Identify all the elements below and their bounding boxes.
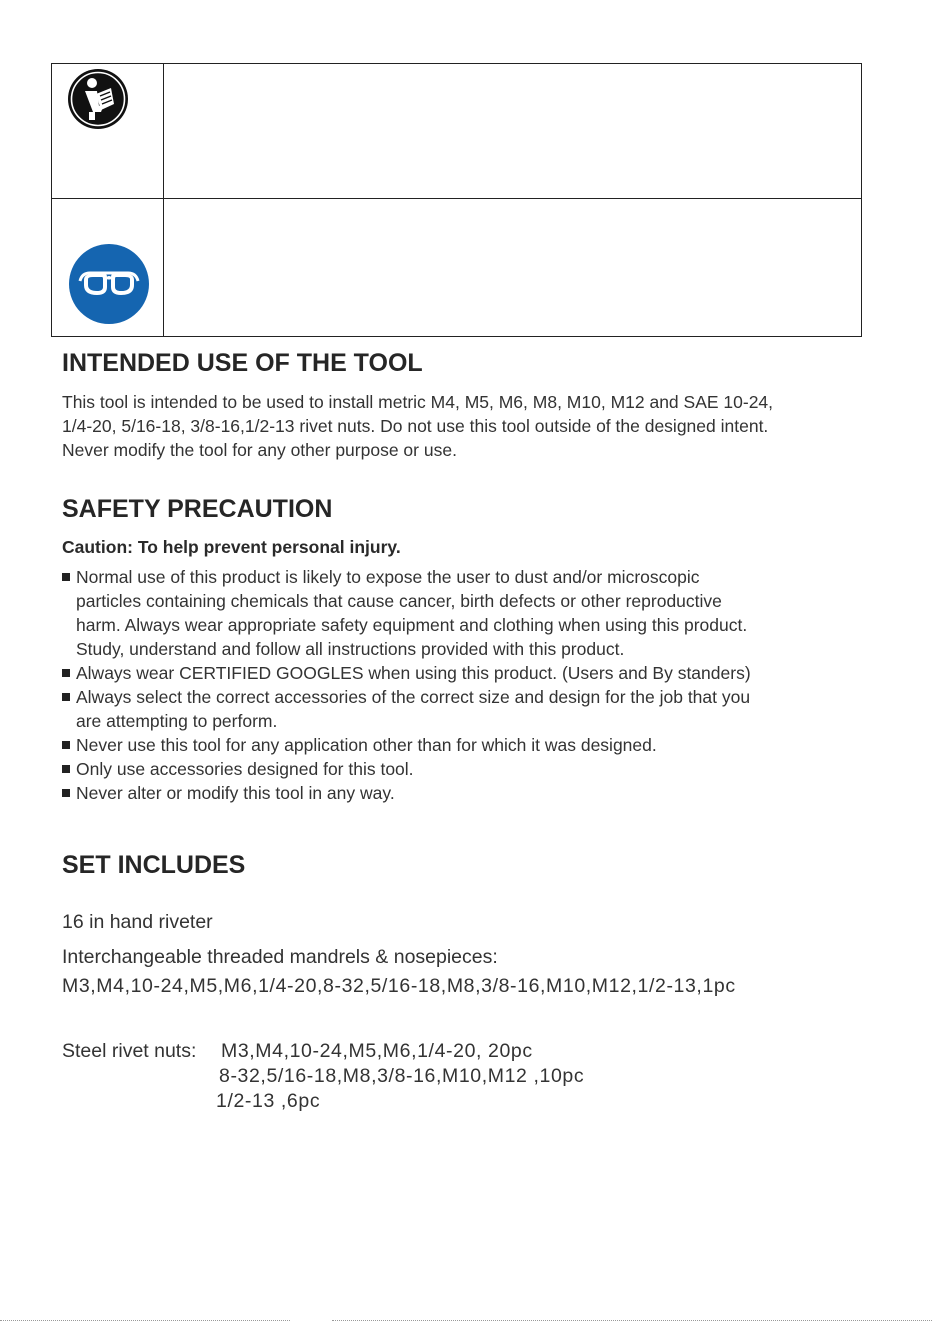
list-item — [62, 781, 862, 805]
list-item — [62, 733, 862, 757]
rivet-nuts-label: Steel rivet nuts: — [62, 1040, 197, 1062]
list-item — [62, 661, 862, 685]
bullet-line: are attempting to perform. — [76, 711, 278, 731]
symbol-divider — [163, 198, 164, 336]
list-item — [62, 757, 862, 781]
bullet-line: Never alter or modify this tool in any way. — [76, 783, 395, 803]
symbol-divider — [163, 64, 164, 198]
footer-divider — [0, 1320, 290, 1322]
set-includes-heading: SET INCLUDES — [62, 851, 246, 879]
riveter-item: 16 in hand riveter — [62, 911, 213, 933]
intended-use-line: 1/4-20, 5/16-18, 3/8-16,1/2-13 rivet nuts. Do not use this tool outside of the designed intent. — [62, 416, 769, 436]
bullet-line: Always select the correct accessories of the correct size and design for the job that you — [76, 687, 751, 707]
mandrels-list: M3,M4,10-24,M5,M6,1/4-20,8-32,5/16-18,M8,3/8-16,M10,M12,1/2-13,1pc — [62, 975, 736, 997]
intended-use-line: Never modify the tool for any other purpose or use. — [62, 440, 457, 460]
bullet-line: harm. Always wear appropriate safety equipment and clothing when using this product. — [76, 615, 748, 635]
bullet-line: Only use accessories designed for this tool. — [76, 759, 414, 779]
bullet-line: Always wear CERTIFIED GOOGLES when using this product. (Users and By standers) — [76, 663, 751, 683]
bullet-line: Normal use of this product is likely to expose the user to dust and/or microscopic — [76, 567, 700, 587]
list-item — [62, 685, 862, 733]
bullet-line: Never use this tool for any application other than for which it was designed. — [76, 735, 657, 755]
bullet-line: Study, understand and follow all instructions provided with this product. — [76, 639, 625, 659]
intended-use-heading: INTENDED USE OF THE TOOL — [62, 349, 423, 377]
intended-use-line: This tool is intended to be used to install metric M4, M5, M6, M8, M10, M12 and SAE 10-24, — [62, 392, 774, 412]
caution-text: Caution: To help prevent personal injury. — [62, 537, 401, 557]
bullet-line: particles containing chemicals that cause cancer, birth defects or other reproductive — [76, 591, 722, 611]
mandrels-label: Interchangeable threaded mandrels & nosepieces: — [62, 946, 498, 968]
safety-heading: SAFETY PRECAUTION — [62, 495, 333, 523]
rivet-nuts-line: 1/2-13 ,6pc — [216, 1090, 321, 1112]
safety-bullet-list — [62, 565, 862, 805]
rivet-nuts-line: M3,M4,10-24,M5,M6,1/4-20, 20pc — [221, 1040, 533, 1062]
read-manual-icon — [67, 68, 129, 130]
footer-divider — [332, 1320, 932, 1322]
rivet-nuts-line: 8-32,5/16-18,M8,3/8-16,M10,M12 ,10pc — [219, 1065, 585, 1087]
symbol-row-goggles — [52, 198, 861, 336]
symbol-table — [51, 63, 862, 337]
symbol-row-manual — [52, 64, 861, 199]
list-item — [62, 565, 862, 661]
wear-eye-protection-icon — [68, 243, 150, 325]
